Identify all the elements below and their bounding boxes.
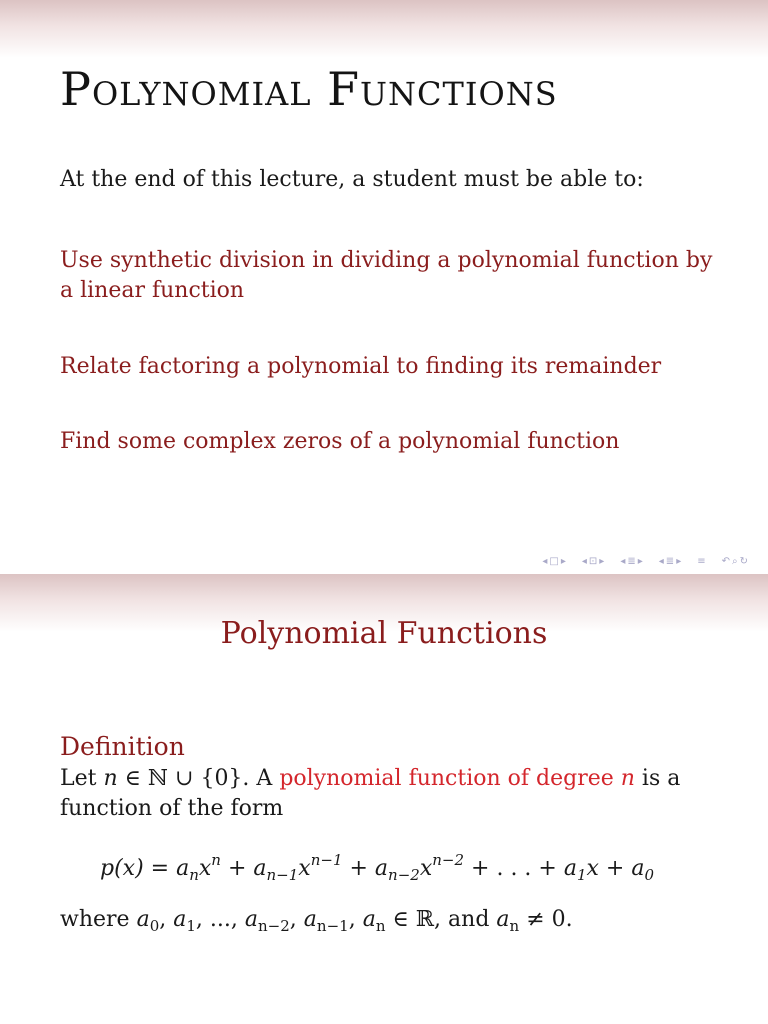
header-band <box>0 0 768 58</box>
section-next-icon[interactable]: ▸ <box>637 556 643 567</box>
slide-title: Polynomial Functions <box>220 616 548 651</box>
coefficient-condition: where $a_0$, $a_1$, ..., $a_{n-2}$, $a_{n-1}$, $a_n$ ∈ ℝ, and $a_n \ne 0$. <box>60 907 573 935</box>
document-icon[interactable]: ≣ <box>665 556 675 567</box>
forward-icon[interactable]: ↻ <box>739 556 748 567</box>
appendix-nav[interactable] <box>697 556 705 567</box>
subsection-prev-icon[interactable]: ◂ <box>581 556 587 567</box>
search-icon[interactable]: ⌕ <box>732 556 738 567</box>
beamer-navigation-bar <box>542 556 758 567</box>
document-next-icon[interactable]: ▸ <box>676 556 682 567</box>
intro-text: At the end of this lecture, a student must be able to: <box>60 167 644 192</box>
objective-3: Find some complex zeros of a polynomial function <box>60 429 620 454</box>
align-icon[interactable]: ≡ <box>697 556 706 567</box>
subsection-nav[interactable] <box>582 556 604 567</box>
frame-prev-icon[interactable]: ◂ <box>542 556 548 567</box>
definition-body: Let n ∈ ℕ ∪ {0}. A polynomial function of degree n is a function of the form <box>60 766 681 821</box>
section-icon[interactable]: ≣ <box>627 556 636 567</box>
search-nav[interactable] <box>722 556 748 567</box>
polynomial-formula: $p(x) = a_nx^n + a_{n-1}x^{n-1} + a_{n-2}x^{n-2}$ + . . . + $a_1x + a_0$ <box>100 851 655 884</box>
frame-next-icon[interactable]: ▸ <box>560 556 566 567</box>
definition-heading: Definition <box>60 732 185 761</box>
section-nav[interactable] <box>620 556 642 567</box>
highlighted-term: polynomial function of degree n <box>279 766 635 791</box>
subsection-next-icon[interactable]: ▸ <box>599 556 605 567</box>
slide-title: Polynomial Functions <box>60 62 558 116</box>
section-prev-icon[interactable]: ◂ <box>620 556 626 567</box>
slide-2 <box>0 574 768 1024</box>
objective-2: Relate factoring a polynomial to finding its remainder <box>60 354 662 379</box>
document-prev-icon[interactable]: ◂ <box>658 556 664 567</box>
document-nav[interactable] <box>659 556 681 567</box>
subsection-icon[interactable]: ⊡ <box>588 556 598 567</box>
frame-icon[interactable]: □ <box>549 556 559 567</box>
frame-nav[interactable] <box>542 556 566 567</box>
back-icon[interactable]: ↶ <box>721 556 730 567</box>
objective-1: Use synthetic division in dividing a polynomial function by a linear function <box>60 248 713 303</box>
